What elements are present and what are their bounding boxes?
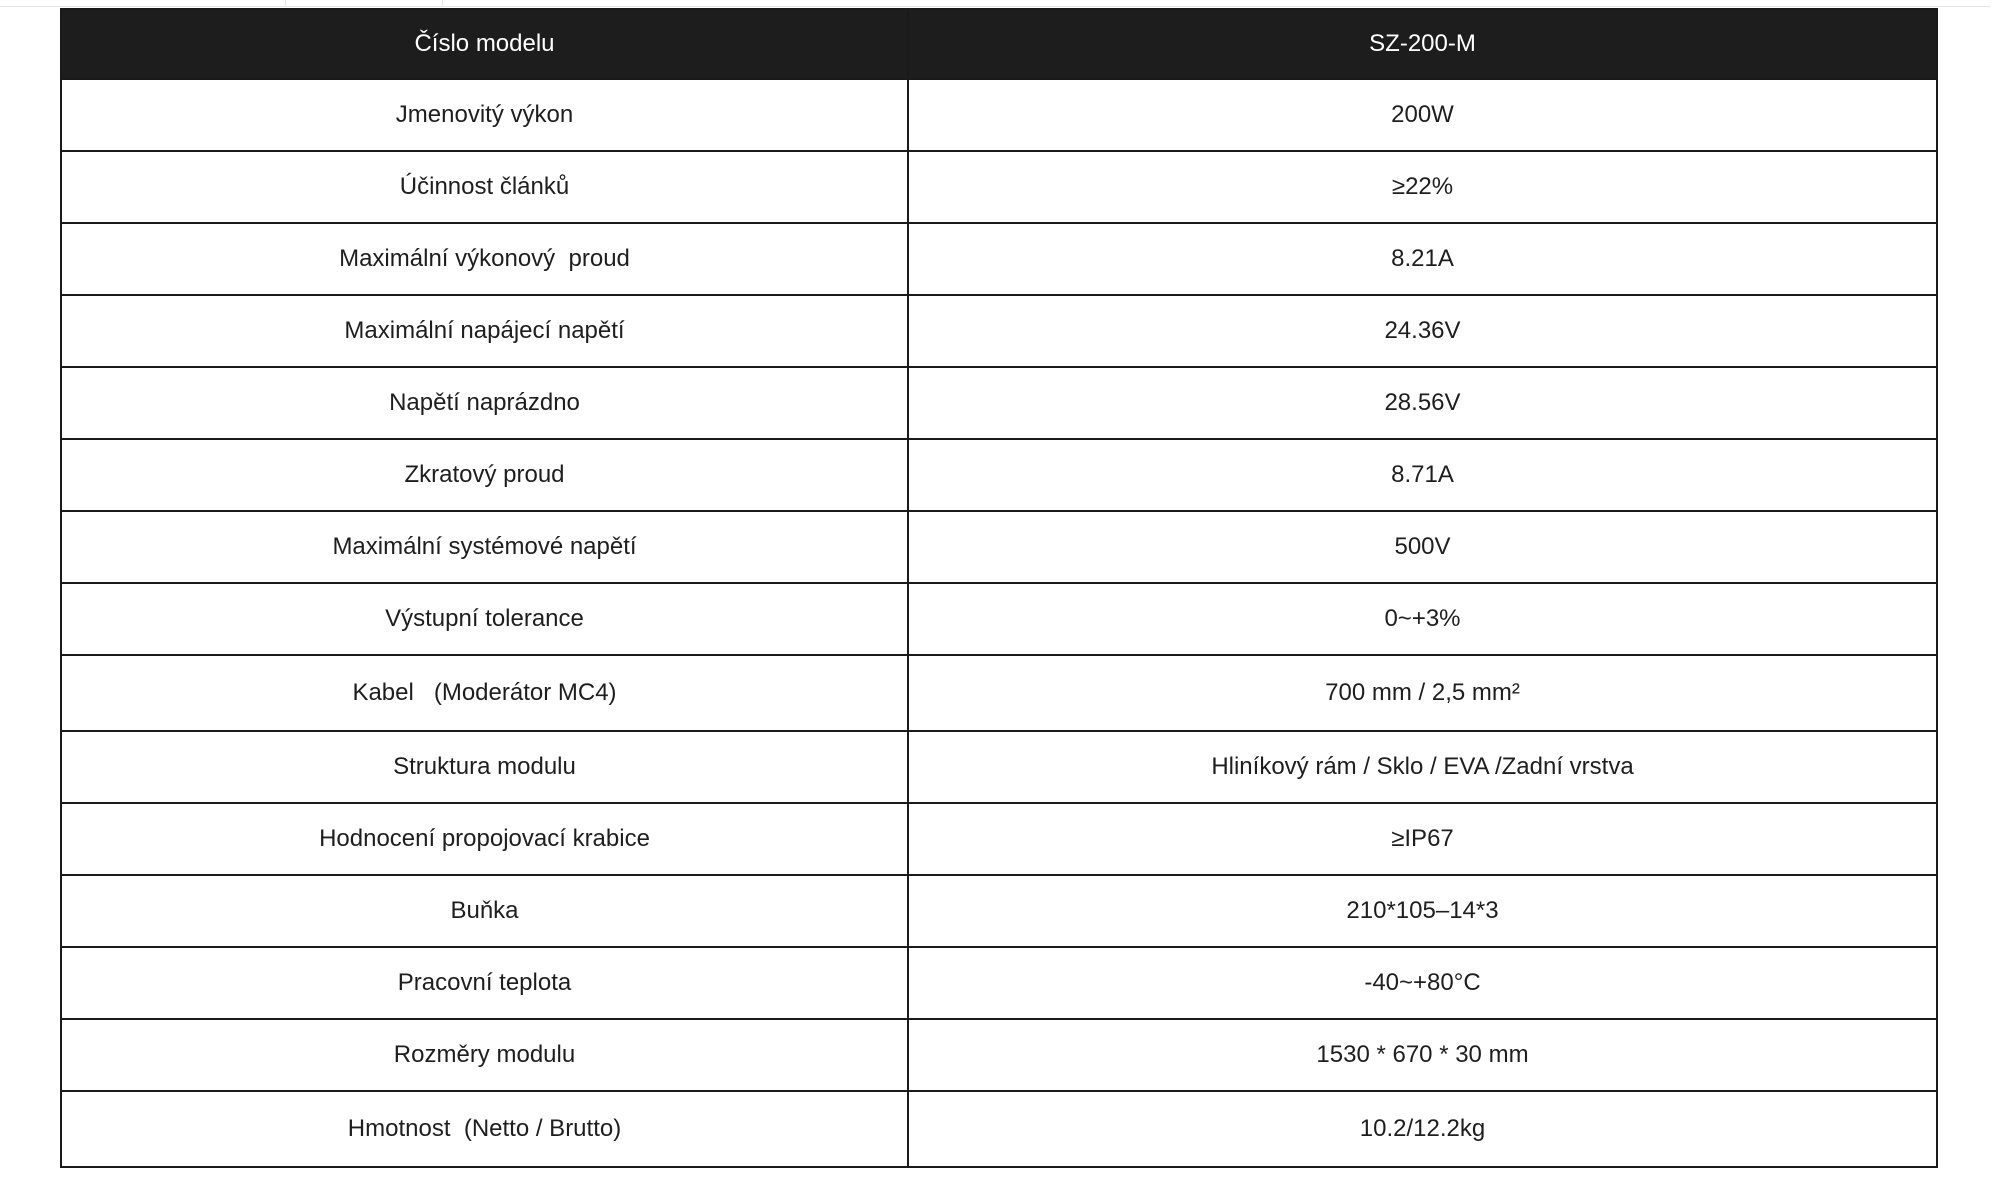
row-label: Maximální napájecí napětí bbox=[61, 295, 908, 367]
top-tab-edge bbox=[285, 0, 286, 6]
table-row bbox=[61, 223, 1937, 295]
table-row bbox=[61, 583, 1937, 655]
spec-table bbox=[60, 8, 1938, 1168]
table-row bbox=[61, 79, 1937, 151]
row-label: Hmotnost (Netto / Brutto) bbox=[61, 1091, 908, 1167]
header-cell-model-value: SZ-200-M bbox=[908, 9, 1937, 79]
table-row bbox=[61, 151, 1937, 223]
row-value: -40~+80°C bbox=[908, 947, 1937, 1019]
row-value: 0~+3% bbox=[908, 583, 1937, 655]
row-value: 500V bbox=[908, 511, 1937, 583]
header-cell-model-label: Číslo modelu bbox=[61, 9, 908, 79]
row-value: 1530 * 670 * 30 mm bbox=[908, 1019, 1937, 1091]
table-row bbox=[61, 511, 1937, 583]
row-label: Rozměry modulu bbox=[61, 1019, 908, 1091]
table-row bbox=[61, 1019, 1937, 1091]
row-label: Výstupní tolerance bbox=[61, 583, 908, 655]
table-row bbox=[61, 295, 1937, 367]
row-label: Zkratový proud bbox=[61, 439, 908, 511]
row-label: Pracovní teplota bbox=[61, 947, 908, 1019]
table-row bbox=[61, 439, 1937, 511]
row-value: 24.36V bbox=[908, 295, 1937, 367]
spec-table-header bbox=[61, 9, 1937, 79]
row-value: 28.56V bbox=[908, 367, 1937, 439]
row-value: 8.71A bbox=[908, 439, 1937, 511]
row-value: 200W bbox=[908, 79, 1937, 151]
row-label: Účinnost článků bbox=[61, 151, 908, 223]
row-label: Buňka bbox=[61, 875, 908, 947]
table-row bbox=[61, 947, 1937, 1019]
row-label: Hodnocení propojovací krabice bbox=[61, 803, 908, 875]
row-label: Napětí naprázdno bbox=[61, 367, 908, 439]
row-label: Maximální systémové napětí bbox=[61, 511, 908, 583]
row-value: 8.21A bbox=[908, 223, 1937, 295]
top-tab-edge bbox=[442, 0, 443, 6]
table-row bbox=[61, 875, 1937, 947]
row-value: 700 mm / 2,5 mm² bbox=[908, 655, 1937, 731]
table-row bbox=[61, 803, 1937, 875]
top-divider bbox=[0, 6, 1990, 7]
header-row bbox=[61, 9, 1937, 79]
row-value: ≥IP67 bbox=[908, 803, 1937, 875]
table-row bbox=[61, 731, 1937, 803]
table-row bbox=[61, 655, 1937, 731]
table-row bbox=[61, 1091, 1937, 1167]
row-label: Jmenovitý výkon bbox=[61, 79, 908, 151]
row-value: 210*105–14*3 bbox=[908, 875, 1937, 947]
row-value: Hliníkový rám / Sklo / EVA /Zadní vrstva bbox=[908, 731, 1937, 803]
row-label: Kabel (Moderátor MC4) bbox=[61, 655, 908, 731]
row-label: Struktura modulu bbox=[61, 731, 908, 803]
table-row bbox=[61, 367, 1937, 439]
spec-table-body bbox=[61, 79, 1937, 1167]
row-value: ≥22% bbox=[908, 151, 1937, 223]
row-label: Maximální výkonový proud bbox=[61, 223, 908, 295]
row-value: 10.2/12.2kg bbox=[908, 1091, 1937, 1167]
